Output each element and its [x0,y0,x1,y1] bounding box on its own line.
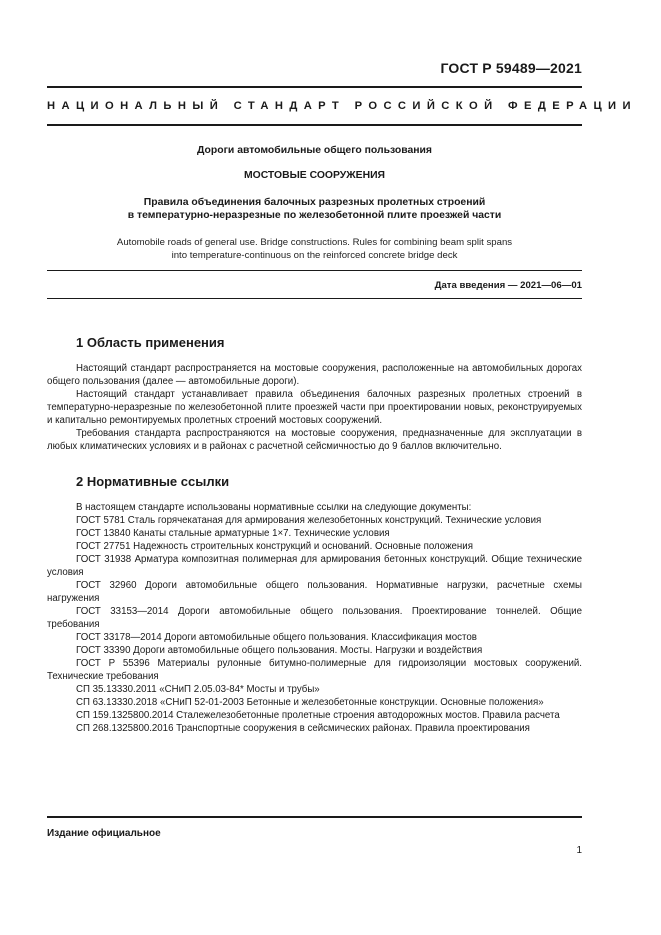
reference-item: СП 63.13330.2018 «СНиП 52-01-2003 Бетонные и железобетонные конструкции. Основные положения» [76,697,544,708]
reference-item: ГОСТ 27751 Надежность строительных конструкций и оснований. Основные положения [76,541,473,552]
title-sub-line-2: в температурно-неразрезные по железобетонной плите проезжей части [127,210,502,221]
reference-item: ГОСТ 33153—2014 Дороги автомобильные общего пользования. Проектирование тоннелей. Общие требования [47,606,582,630]
page-number: 1 [576,845,582,856]
reference-item: ГОСТ 33390 Дороги автомобильные общего пользования. Мосты. Нагрузки и воздействия [76,645,483,656]
reference-item: ГОСТ 32960 Дороги автомобильные общего пользования. Нормативные нагрузки, расчетные схемы нагружения [47,580,582,604]
section-1-paragraph: Требования стандарта распространяются на мостовые сооружения, предназначенные для эксплуатации в любых климатических условиях и в районах с расчетной сейсмичностью до 9 баллов включительно. [47,428,582,452]
title-main: МОСТОВЫЕ СООРУЖЕНИЯ [243,170,386,181]
official-edition-label: Издание официальное [47,828,161,839]
banner-rule [47,124,582,126]
reference-item: ГОСТ Р 55396 Материалы рулонные битумно-полимерные для гидроизоляции мостовых сооружений. Технические требования [47,658,582,682]
reference-item: ГОСТ 5781 Сталь горячекатаная для армирования железобетонных конструкций. Технические условия [76,515,542,526]
document-number: ГОСТ Р 59489—2021 [440,60,582,76]
title-english-line-1: Automobile roads of general use. Bridge constructions. Rules for combining beam split spans [116,237,513,248]
title-sub-line-1: Правила объединения балочных разрезных пролетных строений [143,197,486,208]
section-1-paragraph: Настоящий стандарт распространяется на мостовые сооружения, расположенные на автомобильных дорогах общего пользования (далее — автомобильные дороги). [47,363,582,387]
main-content [47,335,582,735]
title-english [47,236,582,262]
date-rule [47,298,582,299]
reference-item: ГОСТ 31938 Арматура композитная полимерная для армирования бетонных конструкций. Общие технические условия [47,554,582,578]
section-1-heading: 1 Область применения [76,335,225,350]
section-1-paragraph: Настоящий стандарт устанавливает правила объединения балочных разрезных пролетных строений в температурно-неразрезные по железобетонной плите проезжей части при проектировании новых, реконструируемых и капитально ремонтируемых пролетных строений мостовых сооружений. [47,389,582,426]
national-standard-banner: НАЦИОНАЛЬНЫЙ СТАНДАРТ РОССИЙСКОЙ ФЕДЕРАЦИИ [47,100,637,112]
section-2-heading: 2 Нормативные ссылки [76,474,230,489]
reference-item: ГОСТ 33178—2014 Дороги автомобильные общего пользования. Классификация мостов [76,632,477,643]
introduction-date: Дата введения — 2021—06—01 [434,280,582,291]
title-rule [47,270,582,271]
header-rule [47,86,582,88]
title-sub [47,196,582,222]
reference-item: СП 268.1325800.2016 Транспортные сооружения в сейсмических районах. Правила проектирования [76,723,530,734]
reference-item: ГОСТ 13840 Канаты стальные арматурные 1×7. Технические условия [76,528,390,539]
reference-item: СП 159.1325800.2014 Сталежелезобетонные пролетные строения автодорожных мостов. Правила расчета [76,710,560,721]
section-2-intro: В настоящем стандарте использованы нормативные ссылки на следующие документы: [76,502,472,513]
reference-item: СП 35.13330.2011 «СНиП 2.05.03-84* Мосты и трубы» [76,684,320,695]
footer-rule [47,816,582,818]
title-english-line-2: into temperature-continuous on the reinforced concrete bridge deck [171,250,458,261]
title-general: Дороги автомобильные общего пользования [197,145,432,156]
